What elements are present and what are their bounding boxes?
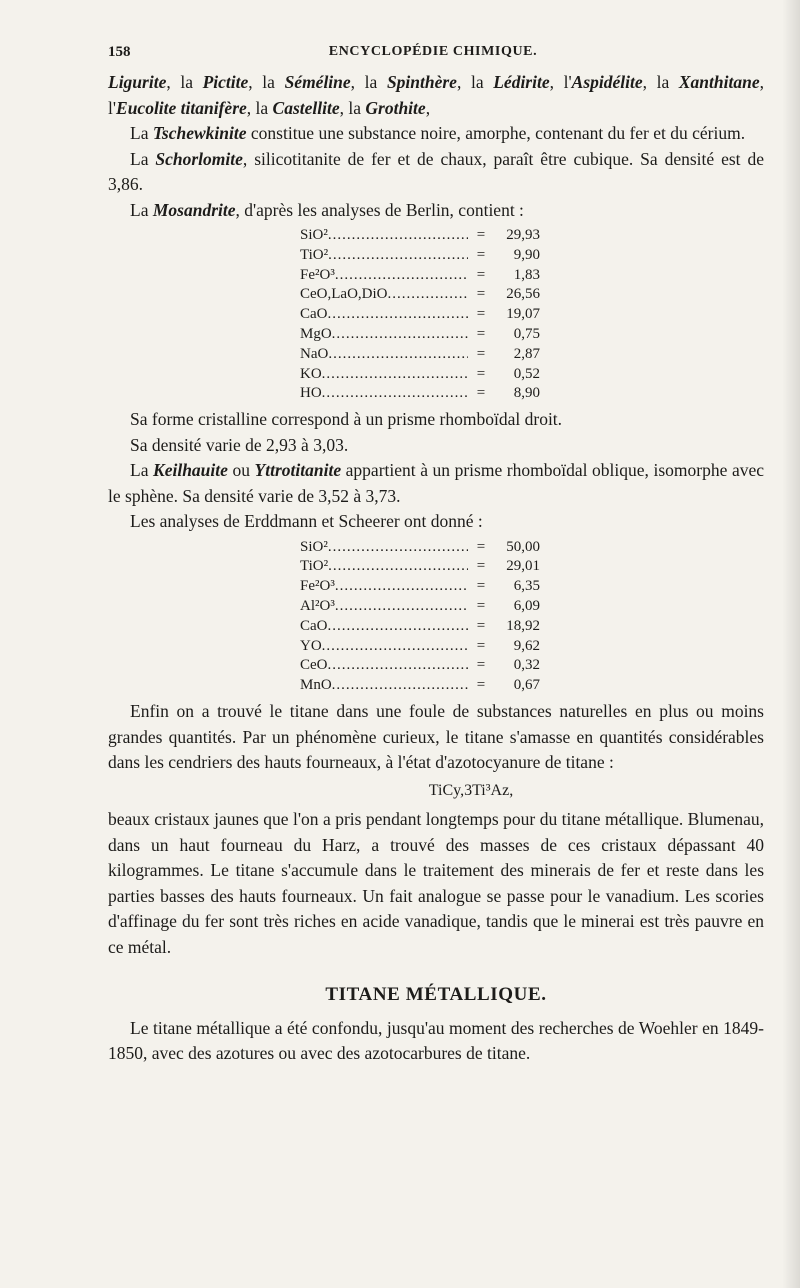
crystal-form-paragraph: Sa forme cristalline correspond à un prisme rhomboïdal droit. xyxy=(130,409,563,430)
composition-row xyxy=(300,577,540,597)
formula-cell: Al²O³ xyxy=(300,598,335,615)
running-title: ENCYCLOPÉDIE CHIMIQUE. xyxy=(328,44,538,59)
value-cell: 8,90 xyxy=(513,385,540,402)
mineral-name: Ligurite xyxy=(108,72,167,92)
equals-sign: = xyxy=(476,558,486,575)
composition-row xyxy=(300,246,540,266)
text-run: constitue une substance noire, amorphe, contenant du fer et du cérium. xyxy=(246,123,746,143)
formula-cell: SiO² xyxy=(300,538,328,555)
leader-dots xyxy=(332,325,468,345)
mineral-name: Tschewkinite xyxy=(152,123,247,143)
analyses-intro-paragraph: Les analyses de Erddmann et Scheerer ont donné : xyxy=(130,511,483,532)
mineral-name: Pictite xyxy=(202,72,249,92)
formula-cell: YO xyxy=(300,637,322,654)
value-cell: 1,83 xyxy=(513,266,540,283)
text-run: La xyxy=(130,123,153,143)
composition-row xyxy=(300,345,540,365)
formula-cell: MnO xyxy=(300,677,332,694)
value-cell: 0,52 xyxy=(513,365,540,382)
leader-dots xyxy=(322,365,468,385)
azotocyanide-formula: TiCy,3Ti³Az, xyxy=(428,781,514,799)
composition-row xyxy=(300,325,540,345)
text-run: , la xyxy=(642,72,679,92)
formula-cell: Fe²O³ xyxy=(300,266,335,283)
running-header xyxy=(108,44,758,64)
leader-dots xyxy=(328,617,469,637)
text-run: , la xyxy=(166,72,203,92)
equals-sign: = xyxy=(476,657,486,674)
leader-dots xyxy=(328,538,468,558)
composition-row xyxy=(300,285,540,305)
density-paragraph: Sa densité varie de 2,93 à 3,03. xyxy=(130,434,349,455)
formula-cell: KO xyxy=(300,365,322,382)
leader-dots xyxy=(335,266,468,286)
value-cell: 6,35 xyxy=(513,578,540,595)
text-run: La xyxy=(130,460,154,481)
mineral-name: Keilhauite xyxy=(153,460,228,481)
leader-dots xyxy=(322,384,468,404)
mineral-name: Yttrotitanite xyxy=(254,460,342,481)
mineral-name: Mosandrite xyxy=(152,199,236,220)
mineral-name: Xanthitane xyxy=(678,72,760,92)
page-edge-shadow xyxy=(782,0,800,1288)
equals-sign: = xyxy=(476,306,486,323)
mineral-name: Aspidélite xyxy=(571,72,643,92)
formula-cell: TiO² xyxy=(300,558,329,575)
equals-sign: = xyxy=(476,266,486,283)
composition-row xyxy=(300,597,540,617)
value-cell: 6,09 xyxy=(513,598,540,615)
value-cell: 29,01 xyxy=(506,558,540,575)
text-run: , la xyxy=(246,97,273,118)
keilhauite-composition-table xyxy=(300,538,540,696)
text-run: La xyxy=(130,148,156,169)
text-run: , la xyxy=(248,72,285,92)
formula-cell: CaO xyxy=(300,617,328,634)
value-cell: 29,93 xyxy=(506,227,540,243)
formula-cell: TiO² xyxy=(300,246,329,263)
formula-cell: Fe²O³ xyxy=(300,578,335,595)
composition-row xyxy=(300,305,540,325)
text-run: , l' xyxy=(549,72,572,92)
value-cell: 26,56 xyxy=(506,286,540,303)
value-cell: 19,07 xyxy=(506,306,540,323)
leader-dots xyxy=(387,285,468,305)
equals-sign: = xyxy=(476,286,486,303)
equals-sign: = xyxy=(476,365,486,382)
text-run: , la xyxy=(350,72,387,92)
leader-dots xyxy=(328,557,468,577)
text-run: , l' xyxy=(108,72,764,118)
leader-dots xyxy=(322,637,468,657)
formula-cell: CeO xyxy=(300,657,328,674)
equals-sign: = xyxy=(476,325,486,342)
mineral-name: Eucolite titanifère xyxy=(116,97,247,118)
metallic-titanium-paragraph: Le titane métallique a été confondu, jusqu'au moment des recherches de Woehler en 1849-1850, avec des azotures ou avec des azotocarbures de titane. xyxy=(108,1017,764,1064)
formula-cell: MgO xyxy=(300,325,332,342)
equals-sign: = xyxy=(476,538,486,555)
value-cell: 18,92 xyxy=(506,617,540,634)
text-run: , la xyxy=(339,97,366,118)
text-run: ou xyxy=(227,460,255,481)
section-heading: TITANE MÉTALLIQUE. xyxy=(325,984,547,1006)
text-run: , la xyxy=(456,72,494,92)
text-run: , silicotitanite de fer et de chaux, paraît être cubique. Sa densité est de 3,86. xyxy=(108,148,764,194)
formula-cell: CaO xyxy=(300,306,328,323)
equals-sign: = xyxy=(476,246,486,263)
mineral-name: Lédirite xyxy=(493,72,550,92)
composition-row xyxy=(300,617,540,637)
composition-row xyxy=(300,384,540,404)
mineral-name: Castellite xyxy=(272,97,340,118)
leader-dots xyxy=(328,226,468,246)
leader-dots xyxy=(328,656,469,676)
formula-cell: NaO xyxy=(300,345,329,362)
value-cell: 2,87 xyxy=(513,345,540,362)
leader-dots xyxy=(335,597,468,617)
mosandrite-paragraph xyxy=(108,198,764,224)
equals-sign: = xyxy=(476,617,486,634)
text-run: La xyxy=(130,199,153,220)
value-cell: 0,67 xyxy=(513,677,540,694)
mosandrite-composition-table xyxy=(300,226,540,404)
equals-sign: = xyxy=(476,637,486,654)
value-cell: 9,90 xyxy=(513,246,540,263)
page-body xyxy=(108,70,764,1067)
leader-dots xyxy=(328,345,468,365)
value-cell: 50,00 xyxy=(506,538,540,555)
composition-row xyxy=(300,676,540,696)
composition-row xyxy=(300,637,540,657)
value-cell: 0,75 xyxy=(513,325,540,342)
natural-titanium-paragraph: Enfin on a trouvé le titane dans une foule de substances naturelles en plus ou moins grandes quantités. Par un phénomène curieux, le titane s'amasse en quantités considérables dans les cendriers des hauts fourneaux, à l'état d'azotocyanure de titane : xyxy=(108,701,764,773)
text-run: appartient à un prisme rhomboïdal oblique, isomorphe avec le sphène. Sa densité varie de 3,52 à 3,73. xyxy=(108,460,764,506)
mineral-name: Schorlomite xyxy=(155,148,243,169)
composition-row xyxy=(300,557,540,577)
keilhauite-paragraph xyxy=(108,458,764,509)
equals-sign: = xyxy=(476,578,486,595)
value-cell: 0,32 xyxy=(513,657,540,674)
value-cell: 9,62 xyxy=(513,637,540,654)
crystals-paragraph: beaux cristaux jaunes que l'on a pris pendant longtemps pour du titane métallique. Blumenau, dans un haut fourneau du Harz, a trouvé des masses de ces cristaux dépassant 40 kilogrammes. Le titane s'accumule dans le traitement des minerais de fer et reste dans les parties basses des hauts fourneaux. Un fait analogue se passe pour le vanadium. Les scories d'affinage du fer sont très riches en acide vanadique, tandis que le minerai est très pauvre en ce métal. xyxy=(108,809,764,957)
leader-dots xyxy=(328,246,468,266)
leader-dots xyxy=(332,676,468,696)
formula-cell: CeO,LaO,DiO xyxy=(300,286,388,303)
equals-sign: = xyxy=(476,677,486,694)
leader-dots xyxy=(335,577,468,597)
text-run: , xyxy=(425,97,431,118)
composition-row xyxy=(300,266,540,286)
text-run: , d'après les analyses de Berlin, contient : xyxy=(235,199,524,220)
tschewkinite-paragraph xyxy=(108,121,764,147)
composition-row xyxy=(300,538,540,558)
formula-cell: SiO² xyxy=(300,227,328,243)
schorlomite-paragraph xyxy=(108,147,764,198)
composition-row xyxy=(300,365,540,385)
mineral-name: Grothite xyxy=(365,97,426,118)
page-number: 158 xyxy=(108,44,131,60)
equals-sign: = xyxy=(476,598,486,615)
mineral-name: Spinthère xyxy=(386,72,457,92)
equals-sign: = xyxy=(476,385,486,402)
leader-dots xyxy=(328,305,469,325)
equals-sign: = xyxy=(476,227,486,243)
mineral-list-paragraph xyxy=(108,70,764,121)
composition-row xyxy=(300,226,540,246)
formula-cell: HO xyxy=(300,385,322,402)
mineral-name: Séméline xyxy=(284,72,351,92)
composition-row xyxy=(300,656,540,676)
equals-sign: = xyxy=(476,345,486,362)
